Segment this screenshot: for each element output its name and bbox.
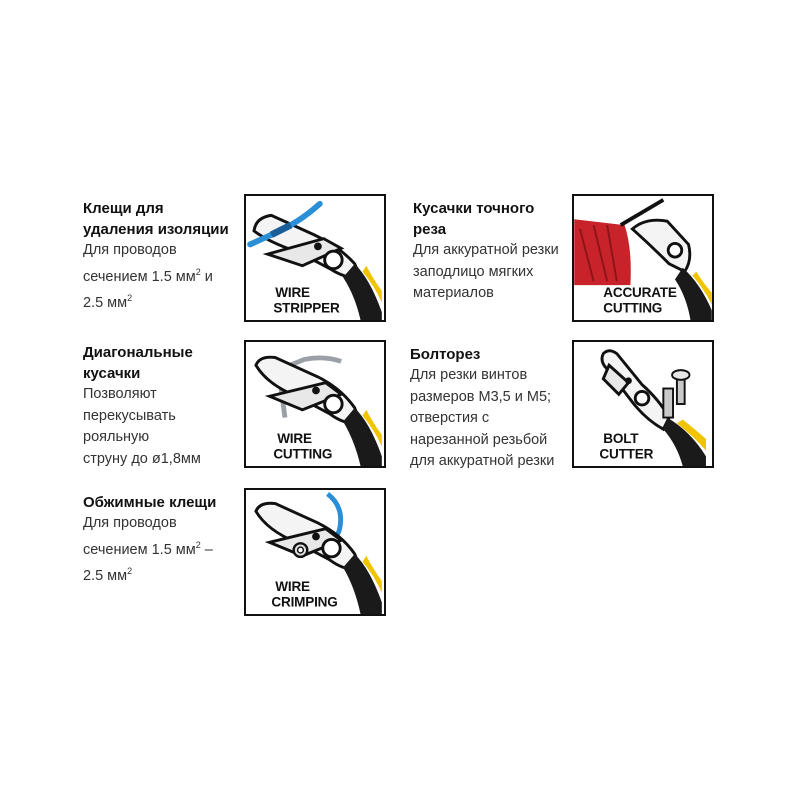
caption-line-1: ACCURATE bbox=[603, 284, 677, 300]
caption-line-1: WIRE bbox=[275, 284, 310, 300]
feature-title: Клещи для удаления изоляции bbox=[83, 200, 229, 238]
wire-crimping-pictogram bbox=[244, 488, 386, 616]
feature-description: Для проводов сечением 1.5 $мм^2$ – 2.5 $мм^2$ bbox=[83, 515, 213, 584]
pliers-crimping-wire-icon bbox=[246, 490, 384, 614]
caption-line-2: STRIPPER bbox=[273, 300, 340, 316]
accurate-cutting-pictogram bbox=[572, 194, 714, 322]
pliers-cutting-wire-icon bbox=[246, 342, 384, 466]
feature-title: Кусачки точного реза bbox=[413, 200, 535, 238]
caption-line-1: WIRE bbox=[277, 430, 312, 446]
feature-title: Обжимные клещи bbox=[83, 494, 217, 511]
bolt-cutter-pictogram bbox=[572, 340, 714, 468]
feature-description: Для аккуратной резки заподлицо мягких материалов bbox=[413, 242, 559, 301]
wire-cutting-pictogram bbox=[244, 340, 386, 468]
caption-line-2: CUTTER bbox=[599, 446, 654, 462]
pliers-flush-cutting-icon bbox=[574, 196, 712, 320]
wire-stripper-pictogram bbox=[244, 194, 386, 322]
caption-line-1: BOLT bbox=[603, 430, 639, 446]
caption-line-2: CUTTING bbox=[603, 300, 663, 316]
feature-description: Позволяют перекусывать рояльную струну до ø1,8мм bbox=[83, 386, 201, 467]
caption-line-2: CUTTING bbox=[273, 446, 333, 462]
pliers-cutting-bolt-icon bbox=[574, 342, 712, 466]
feature-description: Для резки винтов размеров М3,5 и М5; отверстия с нарезанной резьбой для аккуратной резки bbox=[410, 367, 555, 469]
caption-line-2: CRIMPING bbox=[271, 594, 338, 610]
pliers-stripping-wire-icon bbox=[246, 196, 384, 320]
feature-title: Диагональные кусачки bbox=[83, 344, 193, 382]
feature-description: Для проводов сечением 1.5 $мм^2$ и 2.5 $мм^2$ bbox=[83, 242, 213, 311]
caption-line-1: WIRE bbox=[275, 578, 310, 594]
feature-title: Болторез bbox=[410, 346, 481, 363]
